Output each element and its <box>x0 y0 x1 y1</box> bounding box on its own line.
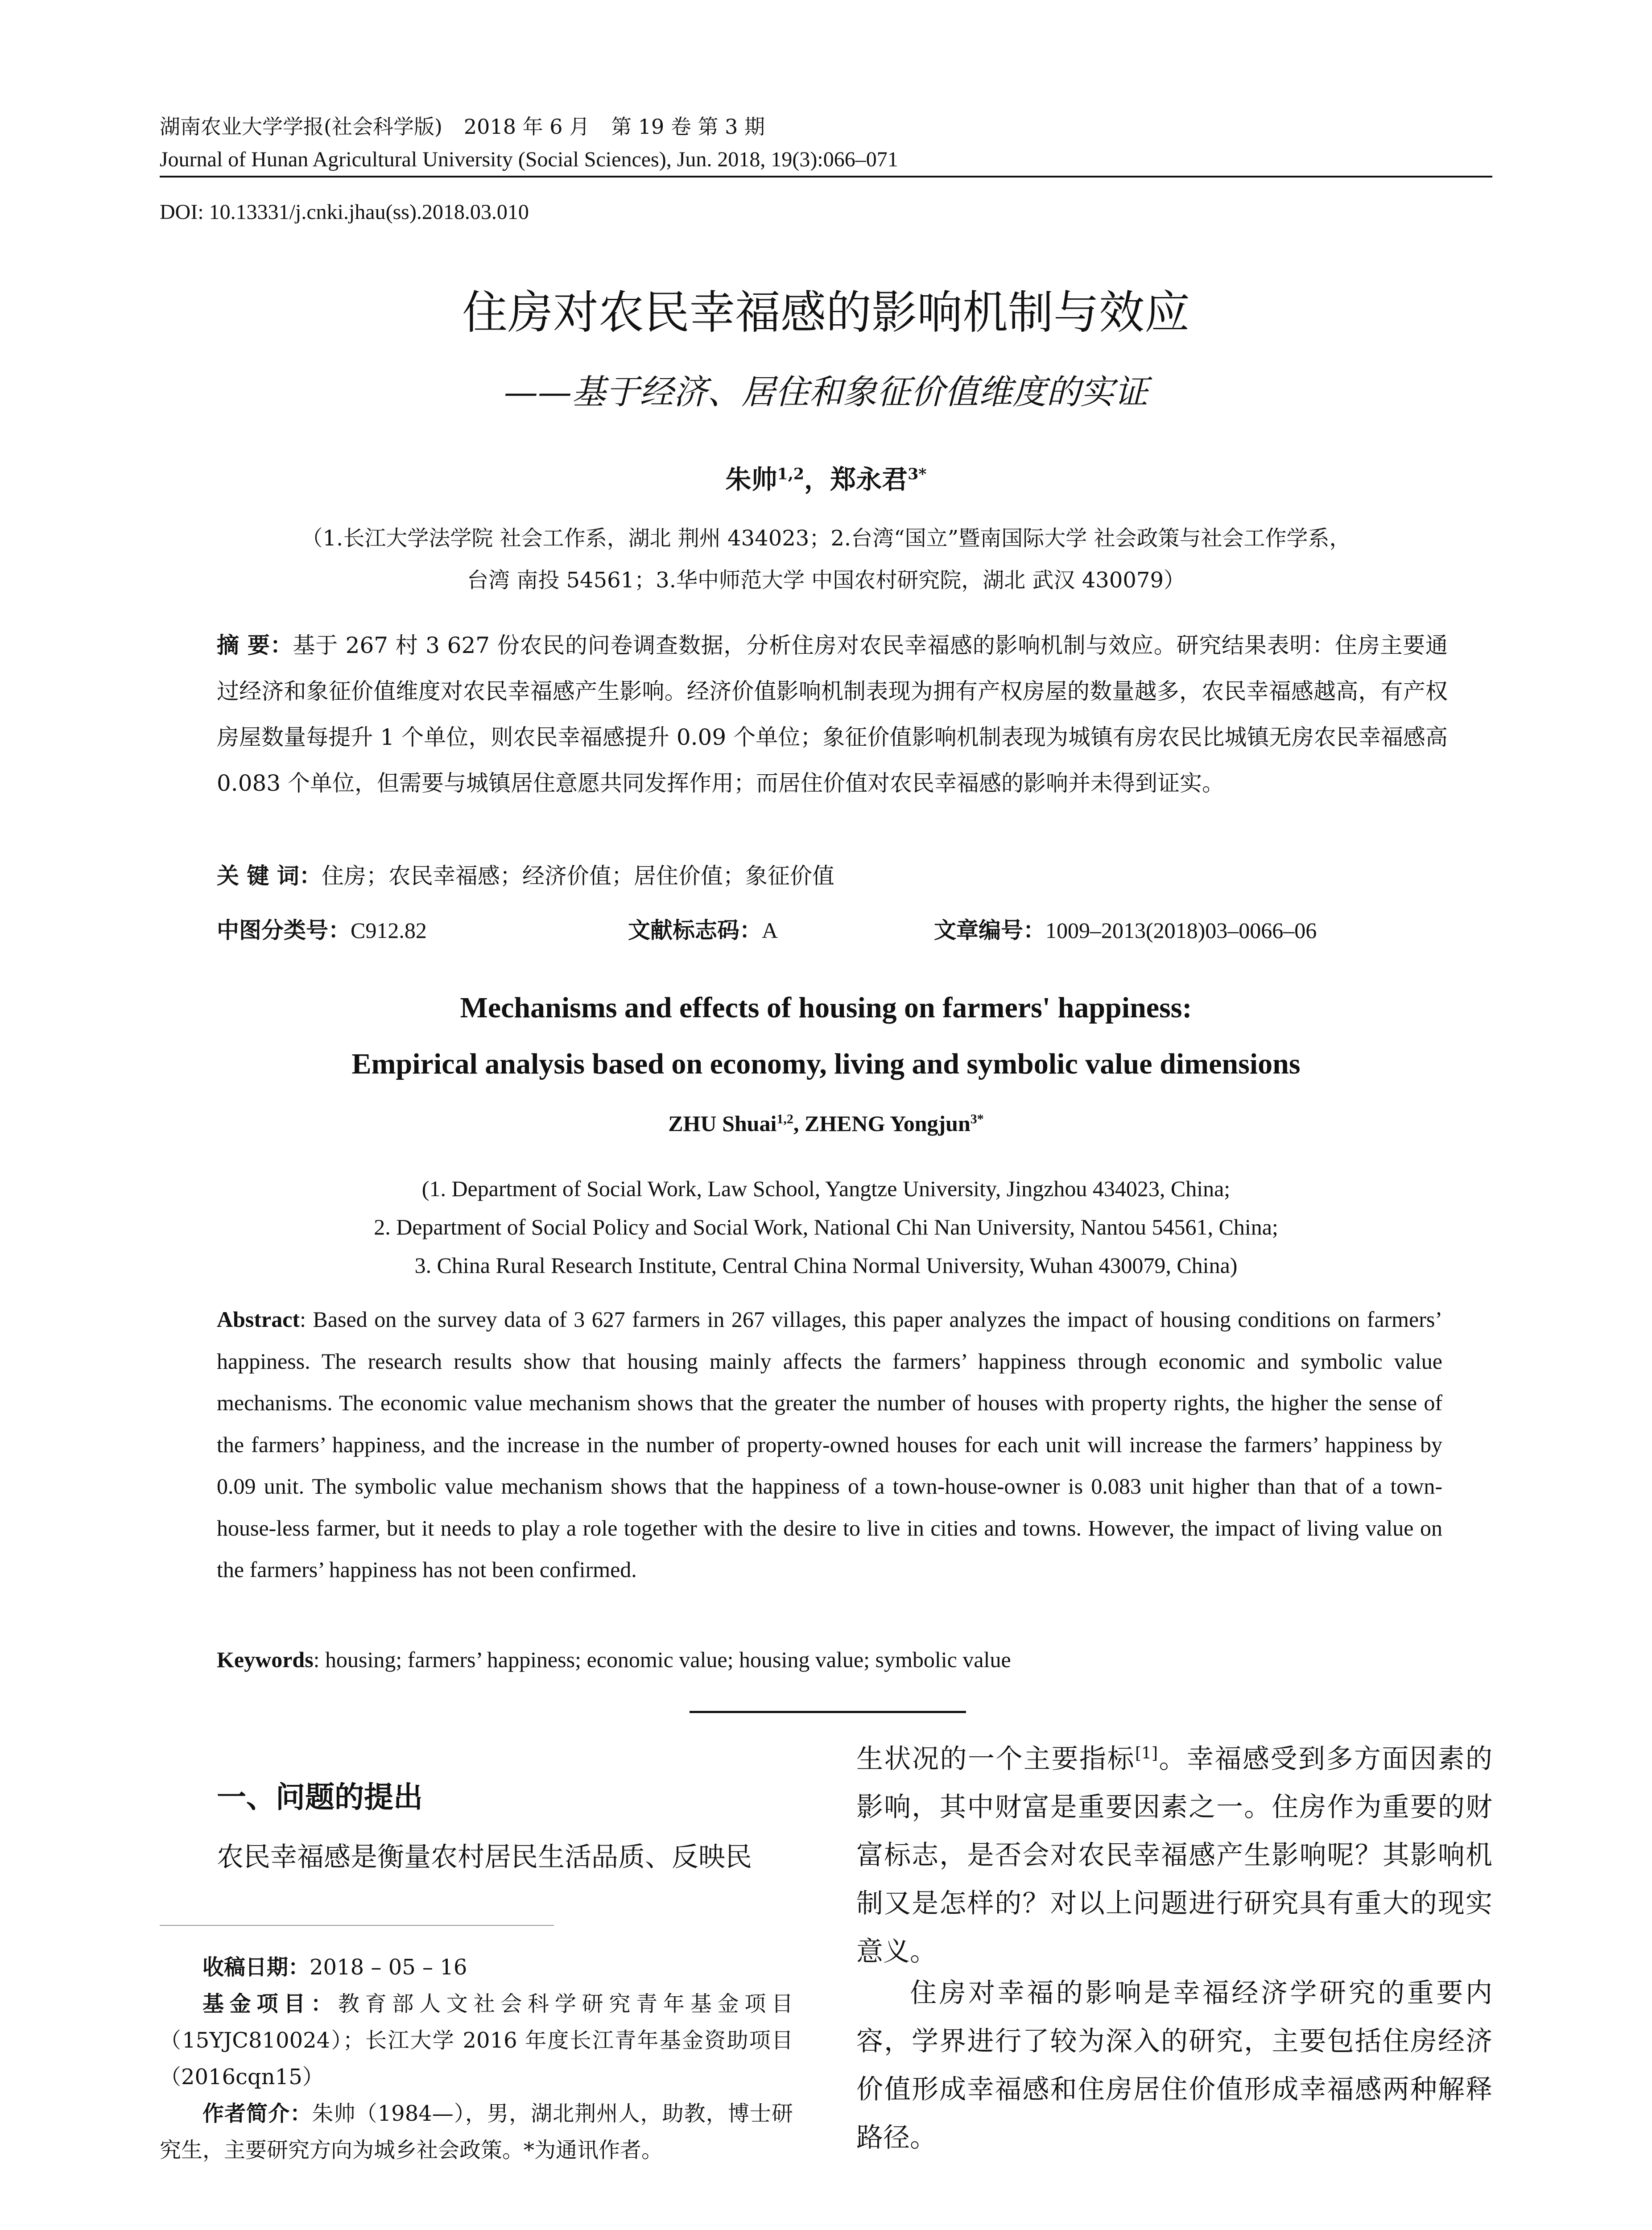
issue-date-cn: 2018 年 6 月 <box>463 115 590 139</box>
authors-cn <box>0 458 1652 496</box>
affiliation-en-line1: (1. Department of Social Work, Law School, Yangtze University, Jingzhou 434023, China; <box>421 1176 1231 1201</box>
body-left-column: 农民幸福感是衡量农村居民生活品质、反映民 <box>217 1842 752 1873</box>
journal-header-en: Journal of Hunan Agricultural University (Social Sciences), Jun. 2018, 19(3):066–071 <box>160 148 898 171</box>
keywords-cn-label: 关 键 词： <box>217 863 322 889</box>
citation-ref-1[interactable]: [1] <box>1135 1744 1158 1763</box>
footnote-fund <box>160 1986 793 2095</box>
footnote-bio <box>160 2095 793 2168</box>
abstract-en-label: Abstract <box>217 1307 300 1332</box>
affiliation-en-line2: 2. Department of Social Policy and Social Work, National Chi Nan University, Nantou 54561, China; <box>374 1214 1278 1239</box>
author-2-affil-cn: 3* <box>908 465 927 483</box>
paper-title-cn: 住房对农民幸福感的影响机制与效应 <box>462 286 1190 339</box>
authors-en <box>0 1111 1652 1136</box>
article-number <box>934 913 1317 945</box>
article-number-value: 1009–2013(2018)03–0066–06 <box>1045 918 1317 943</box>
doi-line: DOI: 10.13331/j.cnki.jhau(ss).2018.03.010 <box>160 200 529 224</box>
author-1-en: ZHU Shuai <box>668 1111 777 1136</box>
abstract-en <box>217 1299 1442 1591</box>
abstract-cn-text: 基于 267 村 3 627 份农民的问卷调查数据，分析住房对农民幸福感的影响机制与效应。研究结果表明：住房主要通过经济和象征价值维度对农民幸福感产生影响。经济价值影响机制表现为拥有产权房屋的数量越多，农民幸福感越高，有产权房屋数量每提升 1 个单位，则农民幸福感提升 0.09 个单位；象征价值影响机制表现为城镇有房农民比城镇无房农民幸福感高 0.083 个单位，但需要与城镇居住意愿共同发挥作用；而居住价值对农民幸福感的影响并未得到证实。 <box>217 632 1448 796</box>
keywords-cn-text: 住房；农民幸福感；经济价值；居住价值；象征价值 <box>321 863 834 889</box>
doc-code-label: 文献标志码： <box>628 917 762 943</box>
author-2-en: ZHENG Yongjun <box>804 1111 971 1136</box>
keywords-en-label: Keywords <box>217 1647 314 1672</box>
received-value: 2018 – 05 – 16 <box>310 1955 467 1980</box>
bio-label: 作者简介： <box>202 2101 312 2126</box>
footnote-rule <box>160 1925 554 1926</box>
keywords-cn <box>217 858 834 890</box>
article-number-label: 文章编号： <box>934 917 1045 943</box>
section-separator <box>690 1711 966 1713</box>
footnote-received <box>160 1949 793 1986</box>
received-label: 收稿日期： <box>202 1955 310 1980</box>
body-right-paragraph-1 <box>856 1735 1492 1976</box>
affiliation-cn-line1: （1.长江大学法学院 社会工作系，湖北 荆州 434023；2.台湾“国立”暨南国际大学 社会政策与社会工作学系， <box>301 526 1351 551</box>
clc-label: 中图分类号： <box>217 917 351 943</box>
fund-label: 基金项目： <box>202 1991 338 2016</box>
author-separator-cn: ， <box>804 464 830 495</box>
abstract-cn <box>217 622 1448 806</box>
fund-value: 教育部人文社会科学研究青年基金项目（15YJC810024）；长江大学 2016 年度长江青年基金资助项目（2016cqn15） <box>160 1991 793 2090</box>
author-2-affil-en: 3* <box>970 1111 984 1127</box>
clc-value: C912.82 <box>351 918 427 943</box>
header-rule <box>160 176 1492 178</box>
keywords-en-text: : housing; farmers’ happiness; economic value; housing value; symbolic value <box>313 1647 1011 1672</box>
affiliation-en-line3: 3. China Rural Research Institute, Central China Normal University, Wuhan 430079, China) <box>414 1253 1238 1278</box>
doc-code-value: A <box>762 918 778 943</box>
paper-subtitle-cn: ——基于经济、居住和象征价值维度的实证 <box>504 372 1148 412</box>
body-right-paragraph-2: 住房对幸福的影响是幸福经济学研究的重要内容，学界进行了较为深入的研究，主要包括住房经济价值形成幸福感和住房居住价值形成幸福感两种解释路径。 <box>856 1978 1492 2153</box>
footnotes <box>160 1949 793 2168</box>
body-right-p1-start: 生状况的一个主要指标 <box>856 1743 1135 1775</box>
abstract-cn-label: 摘 要： <box>217 632 293 658</box>
journal-header-cn <box>160 111 786 140</box>
author-2-cn: 郑永君 <box>830 464 908 495</box>
affiliation-cn-line2: 台湾 南投 54561；3.华中师范大学 中国农村研究院，湖北 武汉 430079） <box>467 568 1185 593</box>
paper-title-en-line1: Mechanisms and effects of housing on farmers' happiness: <box>460 991 1192 1024</box>
author-1-affil-en: 1,2 <box>776 1111 793 1127</box>
clc-number <box>217 913 427 945</box>
author-1-affil-cn: 1,2 <box>777 465 805 483</box>
author-1-cn: 朱帅 <box>725 464 777 495</box>
journal-name-cn: 湖南农业大学学报(社会科学版) <box>160 115 442 139</box>
bio-value: 朱帅（1984—），男，湖北荆州人，助教，博士研究生，主要研究方向为城乡社会政策。*为通讯作者。 <box>160 2101 793 2163</box>
body-right-p1-end: 。幸福感受到多方面因素的影响，其中财富是重要因素之一。住房作为重要的财富标志，是否会对农民幸福感产生影响呢？其影响机制又是怎样的？对以上问题进行研究具有重大的现实意义。 <box>856 1743 1492 1967</box>
issue-volume-cn: 第 19 卷 第 3 期 <box>611 115 765 139</box>
paper-title-en-line2: Empirical analysis based on economy, living and symbolic value dimensions <box>351 1048 1301 1080</box>
abstract-en-text: : Based on the survey data of 3 627 farmers in 267 villages, this paper analyzes the impact of housing conditions on farmers’ happiness. The research results show that housing mainly affects the farmers’ happiness through economic and symbolic value mechanisms. The economic value mechanism shows that the greater the number of houses with property rights, the higher the sense of the farmers’ happiness, and the increase in the number of property-owned houses for each unit will increase the farmers’ happiness by 0.09 unit. The symbolic value mechanism shows that the happiness of a town-house-owner is 0.083 unit higher than that of a town-house-less farmer, but it needs to play a role together with the desire to live in cities and towns. However, the impact of living value on the farmers’ happiness has not been confirmed. <box>217 1307 1442 1582</box>
keywords-en <box>217 1647 1011 1672</box>
section-heading: 一、问题的提出 <box>217 1780 423 1814</box>
document-code <box>628 913 778 945</box>
author-separator-en: , <box>793 1111 805 1136</box>
